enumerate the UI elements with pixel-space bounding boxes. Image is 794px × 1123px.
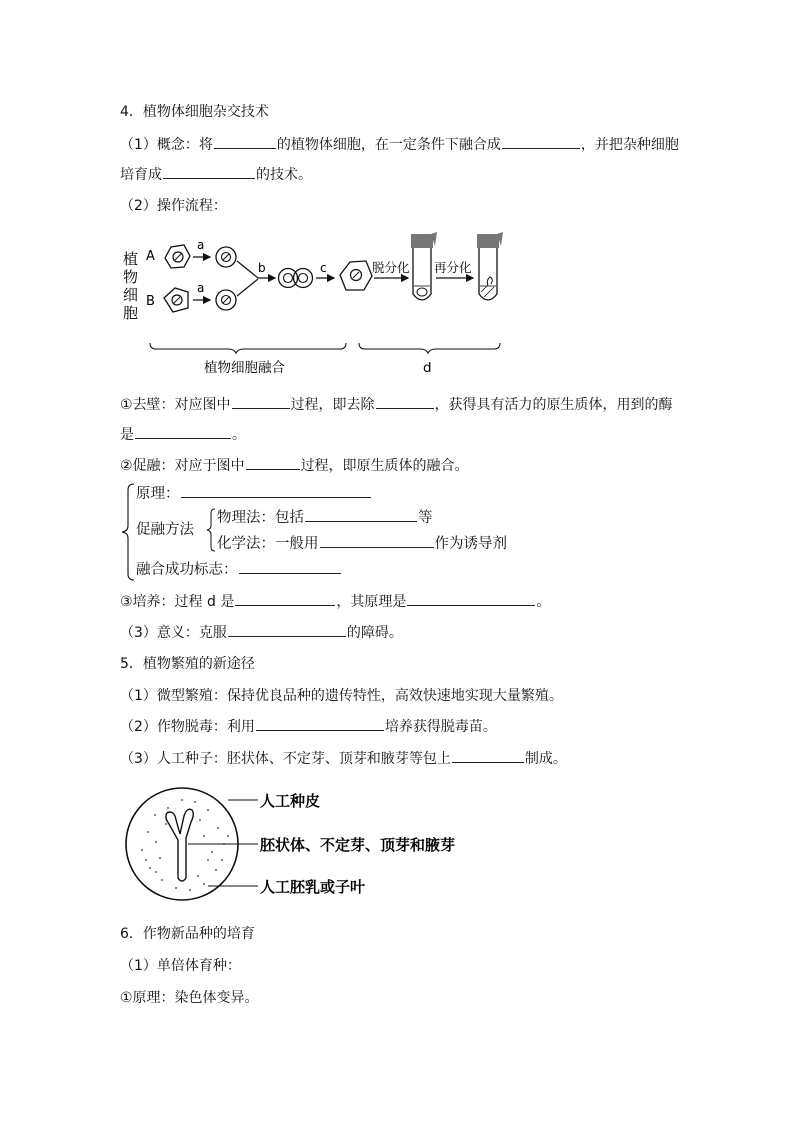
embryo-shape [166,809,193,881]
blank-detox[interactable] [256,716,384,731]
blank-principle[interactable] [181,483,371,498]
row-label-b: B [146,294,155,309]
detox-text-2: 培养获得脱毒苗。 [384,719,497,735]
blank-concept-3[interactable] [163,164,255,179]
step2-text-1: ②促融：对应于图中 [120,458,245,474]
blank-physical[interactable] [305,507,417,522]
blank-chemical[interactable] [320,533,434,548]
side-label-4: 胞 [123,304,139,322]
seed-endosperm-label: 人工胚乳或子叶 [260,878,366,896]
step1-text-1: ①去壁：对应图中 [120,397,231,413]
fusion-flow-diagram [118,228,518,388]
protoplast-b-icon [216,290,236,310]
micropropagation-line: （1）微型繁殖：保持优良品种的遗传特性，高效快速地实现大量繁殖。 [120,688,563,704]
success-line [136,559,342,580]
step-b-label: b [258,261,266,275]
blank-significance[interactable] [228,622,346,637]
artificial-seed-diagram [120,780,480,910]
hybrid-cell-icon [340,261,372,290]
concept-line-1 [120,134,679,155]
blank-concept-1[interactable] [214,134,276,149]
physical-end: 等 [418,510,433,526]
step3-text-1: ③培养：过程 d 是 [120,594,235,610]
step1-text-2: 过程，即去除 [290,397,375,413]
chemical-label: 化学法：一般用 [217,536,319,552]
seed-coat-label: 人工种皮 [260,792,321,810]
concept-text-3: ，并把杂种细胞 [580,137,679,153]
blank-concept-2[interactable] [502,134,580,149]
step2-line [120,455,469,476]
methods-brace [205,507,217,553]
detox-text-1: （2）作物脱毒：利用 [120,719,255,735]
fusion-label: 植物细胞融合 [204,360,285,376]
step-a-label-bottom: a [197,281,205,295]
artificial-seed-text-2: 制成。 [524,751,567,767]
step1-text-5: 。 [232,427,246,443]
side-label-2: 物 [123,268,139,286]
principle-label: 原理： [136,486,180,502]
concept-label: （1）概念：将 [120,137,213,153]
section-4-heading: 4．植物体细胞杂交技术 [120,104,269,120]
blank-step3-1[interactable] [235,591,335,606]
step1-line-2 [120,424,246,445]
step1-line-1 [120,394,673,415]
concept-text-5: 的技术。 [256,167,312,183]
redifferentiation-label: 再分化 [434,260,472,275]
blank-step1-2[interactable] [376,394,434,409]
dedifferentiation-label: 脱分化 [372,260,410,275]
side-label-3: 细 [123,286,139,304]
section-5-heading: 5．植物繁殖的新途径 [120,656,255,672]
side-label-1: 植 [123,250,139,268]
cell-a-icon [165,245,190,268]
blank-step1-3[interactable] [135,424,231,439]
test-tube-plantlet-icon [477,232,503,300]
row-label-a: A [146,249,155,264]
step2-text-2: 过程，即原生质体的融合。 [300,458,469,474]
blank-step3-2[interactable] [407,591,535,606]
blank-success[interactable] [239,559,341,574]
success-label: 融合成功标志： [136,562,238,578]
chemical-line [217,533,507,554]
detox-line [120,716,497,737]
cell-b-icon [164,288,188,312]
step-c-label: c [320,261,327,275]
principle-line [136,483,372,504]
concept-line-2 [120,164,312,185]
haploid-breeding-line: （1）单倍体育种： [120,958,241,974]
artificial-seed-line [120,748,567,769]
step1-text-4: 是 [120,427,134,443]
significance-text-1: （3）意义：克服 [120,625,227,641]
methods-label: 促融方法 [136,522,194,538]
protoplast-a-icon [216,247,236,267]
significance-text-2: 的障碍。 [346,625,403,641]
d-label: d [423,360,432,376]
artificial-seed-text-1: （3）人工种子：胚状体、不定芽、顶芽和腋芽等包上 [120,751,451,767]
haploid-principle-line: ①原理：染色体变异。 [120,990,259,1006]
promote-fusion-brace [120,482,136,582]
concept-text-2: 的植物体细胞，在一定条件下融合成 [276,137,501,153]
d-brace [359,343,500,353]
section-6-heading: 6．作物新品种的培育 [120,926,255,942]
fusing-cells-icon [279,269,313,288]
seed-embryo-label: 胚状体、不定芽、顶芽和腋芽 [260,836,456,854]
step3-line [120,591,550,612]
blank-step1-1[interactable] [232,394,290,409]
significance-line [120,622,403,643]
blank-step2-1[interactable] [246,455,300,470]
chemical-end: 作为诱导剂 [434,536,507,552]
step3-text-3: 。 [536,594,551,610]
step-a-label-top: a [197,238,205,252]
physical-label: 物理法：包括 [217,510,304,526]
step3-text-2: ，其原理是 [336,594,407,610]
blank-artificial-seed[interactable] [452,748,524,763]
concept-text-4: 培育成 [120,167,162,183]
fusion-brace [150,343,346,353]
procedure-label: （2）操作流程： [120,198,227,214]
step1-text-3: ，获得具有活力的原生质体，用到的酶 [434,397,673,413]
physical-line [217,507,433,528]
